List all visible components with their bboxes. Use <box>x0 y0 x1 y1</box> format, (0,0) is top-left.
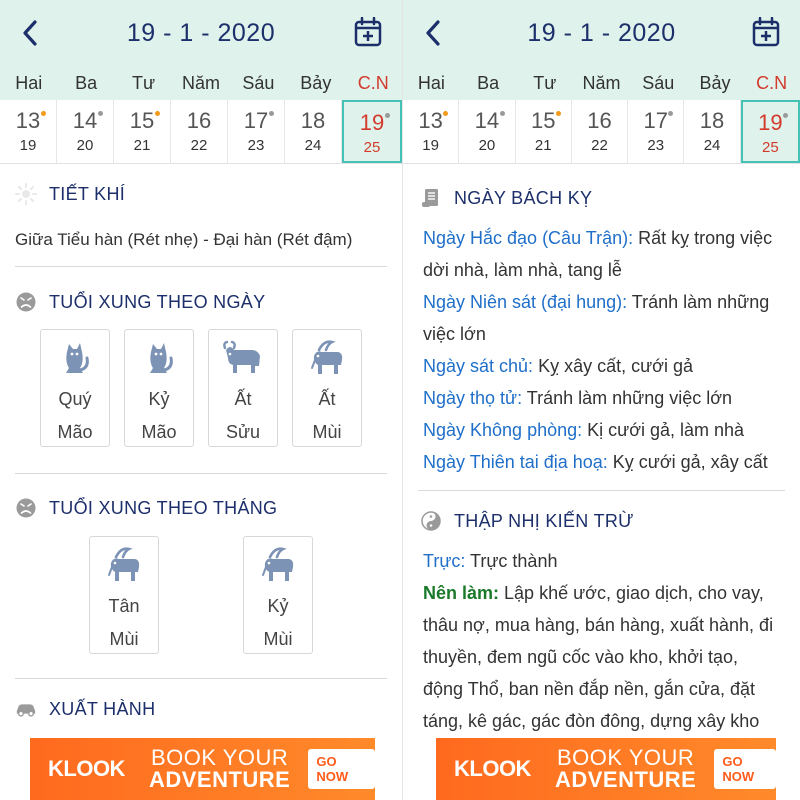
header-bar <box>0 0 402 66</box>
truc-value: Trực thành <box>465 551 558 571</box>
bach-ky-text: Kị cưới gả, làm nhà <box>582 420 745 440</box>
xung-ngay-section <box>0 288 402 447</box>
zodiac-card[interactable] <box>40 329 110 447</box>
can-label: Kỷ <box>267 596 289 616</box>
solar-date: 18 <box>699 108 725 133</box>
tiet-khi-section <box>0 180 402 250</box>
can-label: Kỷ <box>148 389 170 409</box>
section-title: XUẤT HÀNH <box>49 698 156 719</box>
bach-ky-text: Rất kỵ trong việc dời nhà, làm nhà, tang lễ <box>423 228 773 280</box>
xung-thang-section <box>0 494 402 654</box>
weekday-label: Ba <box>477 72 500 93</box>
cat-icon <box>138 338 180 378</box>
bach-ky-key: Ngày Thiên tai địa hoạ: <box>423 452 608 472</box>
day-cell[interactable] <box>228 100 285 163</box>
section-title: TUỔI XUNG THEO NGÀY <box>49 291 266 312</box>
chi-label: Mùi <box>263 629 293 649</box>
zodiac-card[interactable] <box>208 329 278 447</box>
back-arrow-icon[interactable] <box>421 18 445 48</box>
sad-face-icon <box>15 497 37 519</box>
solar-date: 16 <box>587 108 612 133</box>
can-label: Ất <box>318 389 336 409</box>
ad-logo: KLOOK <box>454 756 531 781</box>
weekday-label: Bảy <box>699 72 731 93</box>
lunar-date: 24 <box>304 137 322 154</box>
truc-row <box>423 545 780 577</box>
day-cell[interactable] <box>285 100 342 163</box>
ad-slogan <box>149 747 290 791</box>
day-strip <box>403 100 800 164</box>
day-cell-selected[interactable] <box>741 100 800 163</box>
event-dot <box>556 111 561 116</box>
lunar-date: 23 <box>247 137 265 154</box>
lunar-date: 20 <box>478 137 496 154</box>
nen-lam-row <box>423 577 780 737</box>
bach-ky-item <box>423 446 780 478</box>
divider <box>15 266 387 267</box>
lunar-date: 20 <box>76 137 94 154</box>
yin-yang-icon <box>420 510 442 532</box>
bach-ky-item <box>423 414 780 446</box>
lunar-date: 19 <box>422 137 439 154</box>
can-label: Tân <box>108 596 140 616</box>
event-dot <box>155 111 160 116</box>
chi-label: Mùi <box>109 629 139 649</box>
zodiac-card-list <box>15 329 387 447</box>
weekday-label-sunday: C.N <box>357 72 389 93</box>
chi-label: Mão <box>141 422 177 442</box>
event-dot <box>41 111 46 116</box>
chi-label: Mùi <box>312 422 342 442</box>
day-cell[interactable] <box>516 100 572 163</box>
section-title: THẬP NHỊ KIẾN TRỪ <box>454 510 634 531</box>
day-cell[interactable] <box>0 100 57 163</box>
solar-date: 13 <box>418 108 443 133</box>
ox-icon <box>222 338 264 378</box>
divider <box>15 678 387 679</box>
section-title: NGÀY BÁCH KỴ <box>454 187 593 208</box>
bach-ky-key: Ngày Hắc đạo (Câu Trận): <box>423 228 634 248</box>
lunar-date: 24 <box>703 137 721 154</box>
goat-icon <box>103 545 145 585</box>
event-dot <box>783 113 788 118</box>
date-title[interactable]: 19 - 1 - 2020 <box>126 18 276 47</box>
zodiac-card-list <box>15 536 387 654</box>
lunar-date: 21 <box>534 137 552 154</box>
divider <box>15 473 387 474</box>
event-dot <box>385 113 390 118</box>
can-label: Ất <box>234 389 252 409</box>
date-title[interactable]: 19 - 1 - 2020 <box>527 18 676 47</box>
section-title: TUỔI XUNG THEO THÁNG <box>49 497 278 518</box>
ad-logo: KLOOK <box>48 756 125 781</box>
weekday-label: Bảy <box>300 72 332 93</box>
solar-date: 18 <box>300 108 326 133</box>
weekday-label: Tư <box>533 72 557 93</box>
weekday-label-sunday: C.N <box>756 72 788 93</box>
bach-ky-list <box>403 222 800 478</box>
ad-slogan-line2: ADVENTURE <box>554 767 697 792</box>
weekday-label: Năm <box>582 72 621 93</box>
weekday-label: Tư <box>132 72 156 93</box>
ad-slogan <box>555 747 696 791</box>
bach-ky-item <box>423 286 780 350</box>
truc-key: Trực: <box>423 551 466 571</box>
ad-slogan-line1: BOOK YOUR <box>556 745 695 770</box>
bach-ky-text: Tránh làm những việc lớn <box>423 292 770 344</box>
solar-date: 19 <box>758 110 783 135</box>
sad-face-icon <box>15 291 37 313</box>
day-cell[interactable] <box>114 100 171 163</box>
header-bar <box>403 0 800 66</box>
solar-date: 14 <box>72 108 98 133</box>
solar-date: 17 <box>243 108 269 133</box>
lunar-date: 21 <box>133 137 151 154</box>
bach-ky-item <box>423 222 780 286</box>
weekday-label: Hai <box>15 72 43 93</box>
nen-lam-value: Lập khế ước, giao dịch, cho vay, thâu nợ, mua hàng, bán hàng, xuất hành, đi thuyền, đem ngũ cốc vào kho, khởi tạo, động Thổ, ban nền đắp nền, gắn cửa, đặt táng, kê gác, gác đòn đông, dựng xây kho <box>423 583 774 731</box>
chi-label: Sửu <box>225 422 261 442</box>
lunar-date: 22 <box>591 137 608 154</box>
bach-ky-text: Kỵ cưới gả, xây cất <box>607 452 768 472</box>
car-icon <box>15 698 37 720</box>
lunar-date: 19 <box>19 137 37 154</box>
solar-date: 15 <box>530 108 556 133</box>
can-label: Quý <box>58 389 92 409</box>
solar-date: 13 <box>15 108 41 133</box>
solar-date: 19 <box>359 110 385 135</box>
bach-ky-section <box>403 184 800 212</box>
weekday-label: Ba <box>75 72 98 93</box>
goat-icon <box>306 338 348 378</box>
ad-slogan-line1: BOOK YOUR <box>150 745 289 770</box>
day-cell[interactable] <box>572 100 628 163</box>
back-arrow-icon[interactable] <box>18 18 42 48</box>
ad-cta-button[interactable]: GO NOW <box>308 749 375 789</box>
kien-tru-body <box>403 545 800 737</box>
tiet-khi-text: Giữa Tiểu hàn (Rét nhẹ) - Đại hàn (Rét đậm) <box>15 230 353 249</box>
nen-lam-key: Nên làm: <box>423 583 500 603</box>
event-dot <box>269 111 274 116</box>
zodiac-card[interactable] <box>292 329 362 447</box>
weekday-label: Năm <box>181 72 220 93</box>
solar-date: 16 <box>186 108 212 133</box>
solar-date: 15 <box>129 108 155 133</box>
event-dot <box>98 111 103 116</box>
divider <box>418 490 785 491</box>
right-screen <box>403 0 800 800</box>
cat-icon <box>54 338 96 378</box>
day-strip <box>0 100 402 164</box>
zodiac-card[interactable] <box>124 329 194 447</box>
day-cell[interactable] <box>459 100 515 163</box>
bach-ky-item <box>423 350 780 382</box>
day-cell[interactable] <box>628 100 684 163</box>
ad-banner[interactable] <box>30 738 375 800</box>
day-cell[interactable] <box>684 100 740 163</box>
event-dot <box>500 111 505 116</box>
bach-ky-text: Kỵ xây cất, cưới gả <box>533 356 693 376</box>
bach-ky-text: Tránh làm những việc lớn <box>522 388 733 408</box>
lunar-date: 22 <box>190 137 208 154</box>
weekday-row <box>0 66 402 100</box>
bach-ky-key: Ngày Không phòng: <box>423 420 583 440</box>
scroll-icon <box>420 187 442 209</box>
bach-ky-key: Ngày Niên sát (đại hung): <box>423 292 628 312</box>
section-title: TIẾT KHÍ <box>49 183 126 204</box>
day-cell-selected[interactable] <box>342 100 402 163</box>
bach-ky-key: Ngày thọ tử: <box>423 388 523 408</box>
calendar-add-icon[interactable] <box>752 17 780 47</box>
bach-ky-item <box>423 382 780 414</box>
weekday-label: Sáu <box>642 72 675 93</box>
ad-banner[interactable] <box>436 738 776 800</box>
solar-date: 14 <box>474 108 500 133</box>
lunar-date: 25 <box>363 139 381 156</box>
solar-date: 17 <box>643 108 668 133</box>
day-cell[interactable] <box>171 100 228 163</box>
lunar-date: 23 <box>647 137 665 154</box>
weekday-label: Sáu <box>242 72 275 93</box>
weekday-label: Hai <box>417 72 445 93</box>
ad-cta-button[interactable]: GO NOW <box>714 749 776 789</box>
day-cell[interactable] <box>403 100 459 163</box>
kien-tru-section <box>403 507 800 535</box>
chi-label: Mão <box>57 422 93 442</box>
calendar-add-icon[interactable] <box>354 17 382 47</box>
sun-icon <box>15 183 37 205</box>
ad-slogan-line2: ADVENTURE <box>148 767 291 792</box>
zodiac-card[interactable] <box>243 536 313 654</box>
day-cell[interactable] <box>57 100 114 163</box>
xuat-hanh-section <box>0 695 402 723</box>
zodiac-card[interactable] <box>89 536 159 654</box>
lunar-date: 25 <box>761 139 779 156</box>
bach-ky-key: Ngày sát chủ: <box>423 356 534 376</box>
weekday-row <box>403 66 800 100</box>
goat-icon <box>257 545 299 585</box>
